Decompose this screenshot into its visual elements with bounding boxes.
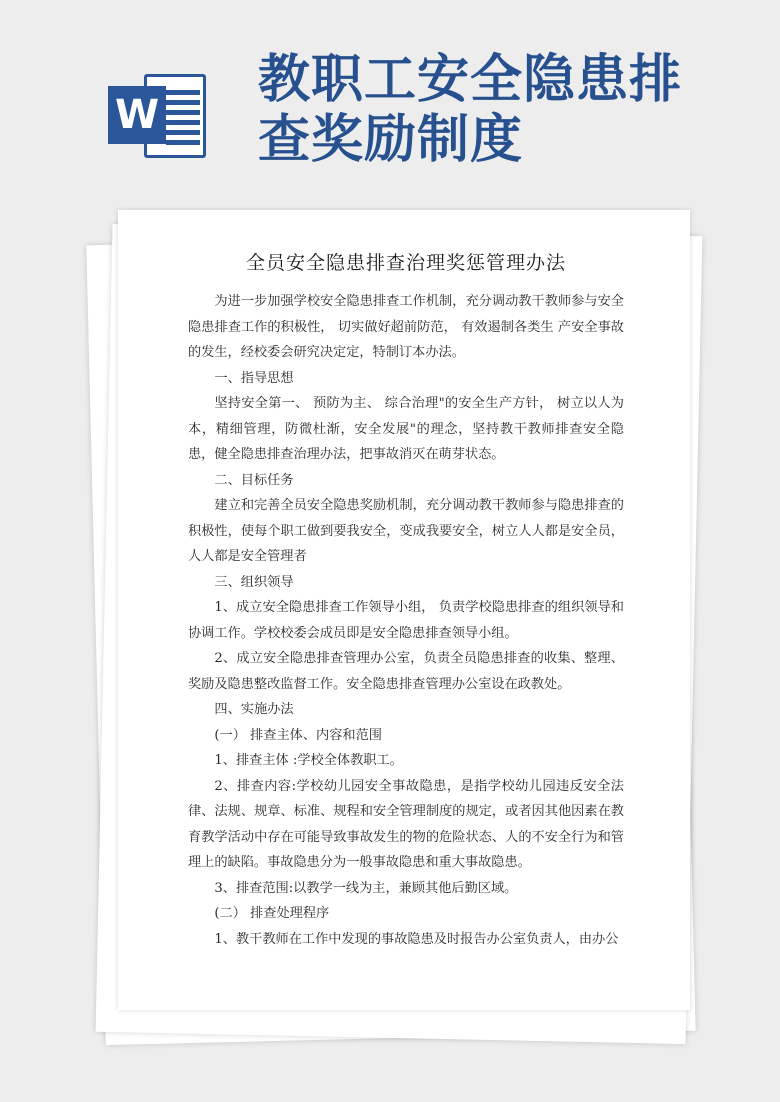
page-title-line-1: 教职工安全隐患排 [258, 50, 683, 110]
section-heading: 三、组织领导 [214, 574, 294, 590]
section-heading: (二） 排查处理程序 [214, 906, 330, 921]
section-heading: 一、指导思想 [214, 370, 294, 386]
section-heading: 四、实施办法 [214, 702, 294, 717]
paragraph: 2、成立安全隐患排查管理办公室，负责全员隐患排查的收集、整理、奖励及隐患整改监督工作。安全隐患排查管理办公室设在政教处。 [188, 651, 624, 692]
section-heading: 3、排查范围:以教学一线为主，兼顾其他后勤区域。 [214, 880, 518, 896]
paragraph: 建立和完善全员安全隐患奖励机制，充分调动教干教师参与隐患排查的积极性，使每个职工做到要我安全，变成我要安全，树立人人都是安全员，人人都是安全管理者 [188, 498, 624, 564]
paragraph: 1、教干教师在工作中发现的事故隐患及时报告办公室负责人，由办公 [214, 931, 619, 947]
section-heading: (一） 排查主体、内容和范围 [214, 727, 382, 743]
paragraph: 为进一步加强学校安全隐患排查工作机制，充分调动教干教师参与安全隐患排查工作的积极性， 切实做好超前防范， 有效遏制各类生 产安全事故的发生，经校委会研究决定定，特制订本办法。 [188, 294, 624, 360]
paragraph: 坚持安全第一、 预防为主、 综合治理"的安全生产方针， 树立以人为本，精细管理，防微杜渐，安全发展"的理念，坚持教干教师排查安全隐患，健全隐患排查治理办法，把事故消灭在萌芽状态。 [188, 396, 624, 462]
paragraph: 1、成立安全隐患排查工作领导小组， 负责学校隐患排查的组织领导和协调工作。学校校委会成员即是安全隐患排查领导小组。 [188, 600, 624, 641]
page-title-line-2: 查奖励制度 [258, 110, 524, 170]
section-heading: 1、排查主体 :学校全体教职工。 [214, 753, 403, 768]
section-heading: 二、目标任务 [214, 472, 294, 488]
page-header [0, 0, 780, 200]
document-title: 全员安全隐患排查治理奖惩管理办法 [245, 252, 566, 274]
word-logo-letter: W [108, 86, 166, 144]
document-body [188, 289, 624, 952]
word-document-icon [108, 68, 210, 164]
paragraph: 2、排查内容:学校幼儿园安全事故隐患，是指学校幼儿园违反安全法律、法规、规章、标准、规程和安全管理制度的规定，或者因其他因素在教育教学活动中存在可能导致事故发生的物的危险状态、人的不安全行为和管理上的缺陷。事故隐患分为一般事故隐患和重大事故隐患。 [188, 778, 624, 870]
document-page [118, 210, 690, 1010]
page-title [258, 50, 758, 170]
